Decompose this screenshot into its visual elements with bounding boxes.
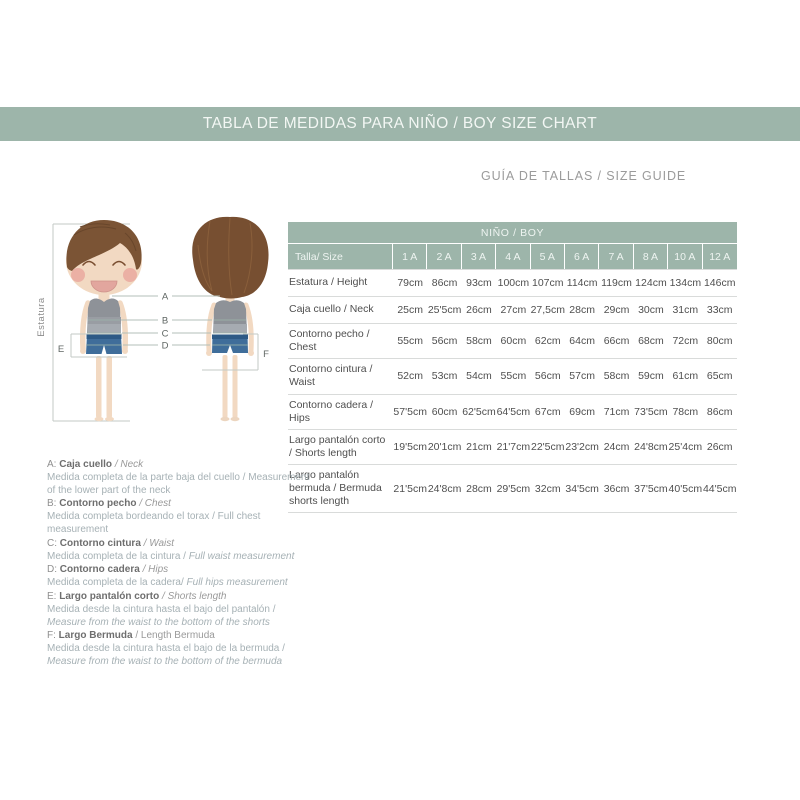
legend-name-en: / Hips	[142, 564, 169, 576]
table-cell: 64cm	[569, 335, 595, 348]
legend-desc-en: Measure from the waist to the bottom of the shorts	[47, 616, 270, 628]
size-column-header: 7 A	[599, 244, 633, 269]
table-cell: 25'5cm	[427, 304, 462, 316]
legend-name-en: / Chest	[139, 498, 171, 510]
table-cell: 37'5cm	[634, 482, 668, 495]
legend-item-title	[47, 630, 311, 643]
legend-desc-en: Measurement of the lower part of the neck	[47, 471, 310, 496]
table-cell: 33cm	[706, 304, 733, 316]
legend-description	[47, 577, 311, 590]
title-bar	[0, 107, 800, 141]
marker-b: B	[161, 315, 169, 327]
table-cell: 24'8cm	[634, 440, 668, 453]
legend-letter: A:	[47, 459, 57, 470]
legend-name-es: Contorno pecho	[59, 498, 137, 510]
row-label: Contorno cadera / Hips	[289, 398, 374, 424]
page-title: TABLA DE MEDIDAS PARA NIÑO / BOY SIZE CHART	[202, 115, 598, 132]
legend-name-es: Largo Bermuda	[58, 630, 133, 642]
legend-description	[47, 472, 311, 498]
table-cell: 21cm	[466, 440, 492, 453]
table-cell: 27,5cm	[530, 304, 565, 316]
legend-description	[47, 604, 311, 630]
table-cell: 29'5cm	[496, 482, 531, 495]
size-column-header: 3 A	[462, 244, 496, 269]
legend-name-en: / Shorts length	[162, 590, 227, 602]
table-cell: 124cm	[635, 277, 667, 289]
table-cell: 62cm	[534, 335, 561, 348]
table-body	[288, 269, 737, 513]
table-row	[288, 395, 737, 430]
legend-desc-es: Medida completa de la cintura /	[47, 550, 186, 562]
legend-item-title	[47, 591, 311, 604]
legend-desc-es: Medida completa de la parte baja del cuello /	[47, 471, 246, 483]
size-column-header: 4 A	[496, 244, 530, 269]
table-cell: 67cm	[534, 405, 561, 418]
table-cell: 55cm	[500, 370, 527, 383]
legend-desc-en: Full chest measurement	[47, 511, 261, 535]
legend-desc-es: Medida desde la cintura hasta el bajo del pantalón /	[47, 603, 276, 615]
table-cell: 23'2cm	[565, 440, 599, 453]
legend-name-en: / Neck	[114, 459, 144, 470]
table-cell: 53cm	[431, 370, 458, 383]
legend-name-es: Contorno cadera	[59, 564, 140, 576]
table-cell: 62'5cm	[462, 405, 496, 418]
legend-desc-es: Medida completa de la cadera/	[47, 577, 184, 589]
table-cell: 24cm	[603, 440, 630, 453]
table-cell: 69cm	[569, 405, 595, 418]
size-column-header: 8 A	[634, 244, 668, 269]
table-cell: 57'5cm	[393, 405, 427, 418]
legend-desc-es: Medida desde la cintura hasta el bajo de la bermuda /	[47, 643, 285, 655]
table-cell: 72cm	[672, 335, 699, 348]
table-cell: 56cm	[534, 370, 561, 383]
table-cell: 20'1cm	[427, 440, 462, 453]
table-cell: 32cm	[534, 482, 561, 495]
row-label: Estatura / Height	[289, 276, 368, 289]
row-label: Largo pantalón bermuda / Bermuda shorts length	[289, 469, 382, 508]
table-cell: 56cm	[431, 335, 458, 348]
table-cell: 71cm	[603, 405, 630, 418]
table-row	[288, 324, 737, 359]
height-label: Estatura	[36, 297, 47, 337]
legend-name-es: Largo pantalón corto	[59, 590, 160, 602]
table-cell: 19'5cm	[393, 440, 427, 453]
legend-item-title	[47, 459, 311, 472]
table-cell: 21'5cm	[393, 482, 427, 495]
table-cell: 59cm	[638, 370, 664, 383]
table-cell: 60cm	[500, 335, 527, 348]
table-cell: 25'4cm	[668, 440, 703, 453]
table-row	[288, 297, 737, 324]
size-column-header: 1 A	[393, 244, 427, 269]
legend-item-title	[47, 538, 311, 551]
legend-letter: C:	[47, 537, 57, 549]
size-column-header: 10 A	[668, 244, 702, 269]
table-row	[288, 430, 737, 465]
legend-letter: D:	[47, 564, 57, 576]
row-label: Largo pantalón corto / Shorts length	[289, 433, 386, 459]
table-cell: 86cm	[431, 277, 458, 289]
table-cell: 80cm	[706, 335, 733, 348]
row-label: Contorno pecho / Chest	[289, 328, 370, 354]
size-table	[288, 222, 737, 513]
table-cell: 36cm	[603, 482, 630, 495]
legend-item	[47, 498, 311, 536]
table-cell: 60cm	[431, 405, 458, 418]
legend-desc-en: Full waist measurement	[188, 550, 295, 562]
table-cell: 100cm	[497, 277, 530, 289]
table-cell: 86cm	[706, 405, 733, 418]
table-row	[288, 269, 737, 297]
legend-letter: E:	[47, 590, 57, 602]
table-cell: 79cm	[397, 277, 424, 289]
table-cell: 58cm	[466, 335, 492, 348]
table-cell: 54cm	[466, 370, 492, 383]
table-cell: 57cm	[569, 370, 595, 383]
marker-c: C	[161, 328, 169, 340]
legend-description	[47, 643, 311, 669]
table-cell: 73'5cm	[634, 405, 668, 418]
legend-letter: B:	[47, 498, 57, 510]
table-cell: 31cm	[672, 304, 699, 316]
table-cell: 28cm	[466, 482, 492, 495]
legend-item-title	[47, 498, 311, 511]
table-group-header: NIÑO / BOY	[288, 222, 737, 243]
legend-item-title	[47, 564, 311, 577]
size-column-header: 6 A	[565, 244, 599, 269]
table-cell: 25cm	[397, 304, 424, 316]
legend-description	[47, 551, 311, 564]
boy-front-figure	[66, 220, 142, 421]
table-cell: 52cm	[397, 370, 424, 383]
table-cell: 26cm	[466, 304, 492, 316]
legend-name-en: / Length Bermuda	[135, 630, 215, 642]
table-cell: 66cm	[603, 335, 630, 348]
legend-name-es: Caja cuello	[59, 459, 113, 470]
boy-back-figure	[192, 217, 268, 421]
table-cell: 24'8cm	[427, 482, 462, 495]
table-cell: 55cm	[397, 335, 424, 348]
marker-f: F	[263, 349, 269, 360]
measurement-legend	[47, 459, 311, 670]
legend-item	[47, 564, 311, 590]
legend-desc-en: Full hips measurement	[186, 577, 288, 589]
legend-name-es: Contorno cintura	[59, 537, 141, 549]
legend-desc-en: Measure from the waist to the bottom of the bermuda	[47, 655, 283, 667]
legend-name-en: / Waist	[143, 537, 175, 549]
table-cell: 134cm	[669, 277, 702, 289]
table-cell: 29cm	[603, 304, 630, 316]
table-row	[288, 359, 737, 394]
boy-figure-svg	[30, 205, 290, 455]
size-column-header: 12 A	[703, 244, 737, 269]
row-label: Caja cuello / Neck	[289, 303, 374, 316]
table-cell: 146cm	[703, 277, 736, 289]
legend-item	[47, 591, 311, 629]
size-guide-subtitle: GUÍA DE TALLAS / SIZE GUIDE	[481, 169, 687, 183]
table-cell: 40'5cm	[668, 482, 703, 495]
table-header-row	[288, 244, 737, 269]
marker-a: A	[161, 291, 169, 303]
marker-d: D	[161, 340, 169, 352]
legend-letter: F:	[47, 630, 56, 642]
table-cell: 119cm	[601, 277, 632, 289]
legend-description	[47, 511, 311, 537]
table-cell: 64'5cm	[496, 405, 531, 418]
table-cell: 26cm	[706, 440, 733, 453]
table-cell: 78cm	[672, 405, 699, 418]
table-cell: 114cm	[566, 277, 598, 289]
legend-item	[47, 459, 311, 497]
marker-e: E	[57, 344, 65, 355]
table-cell: 22'5cm	[530, 440, 565, 453]
row-label: Contorno cintura / Waist	[289, 363, 373, 389]
table-cell: 107cm	[532, 277, 564, 289]
table-row	[288, 465, 737, 513]
table-cell: 65cm	[706, 370, 733, 383]
table-cell: 28cm	[569, 304, 595, 316]
size-column-header: 5 A	[531, 244, 565, 269]
legend-item	[47, 630, 311, 668]
table-cell: 68cm	[638, 335, 664, 348]
legend-item	[47, 538, 311, 564]
table-cell: 21'7cm	[496, 440, 531, 453]
table-cell: 34'5cm	[565, 482, 599, 495]
legend-desc-es: Medida completa bordeando el torax /	[47, 511, 215, 523]
table-cell: 27cm	[500, 304, 527, 316]
size-column-header: 2 A	[427, 244, 461, 269]
table-cell: 93cm	[466, 277, 492, 289]
table-cell: 61cm	[672, 370, 699, 383]
table-corner-label: Talla/ Size	[288, 244, 393, 269]
table-cell: 44'5cm	[702, 482, 737, 495]
table-cell: 30cm	[638, 304, 664, 316]
boy-figure-illustration	[30, 205, 290, 455]
table-cell: 58cm	[603, 370, 630, 383]
